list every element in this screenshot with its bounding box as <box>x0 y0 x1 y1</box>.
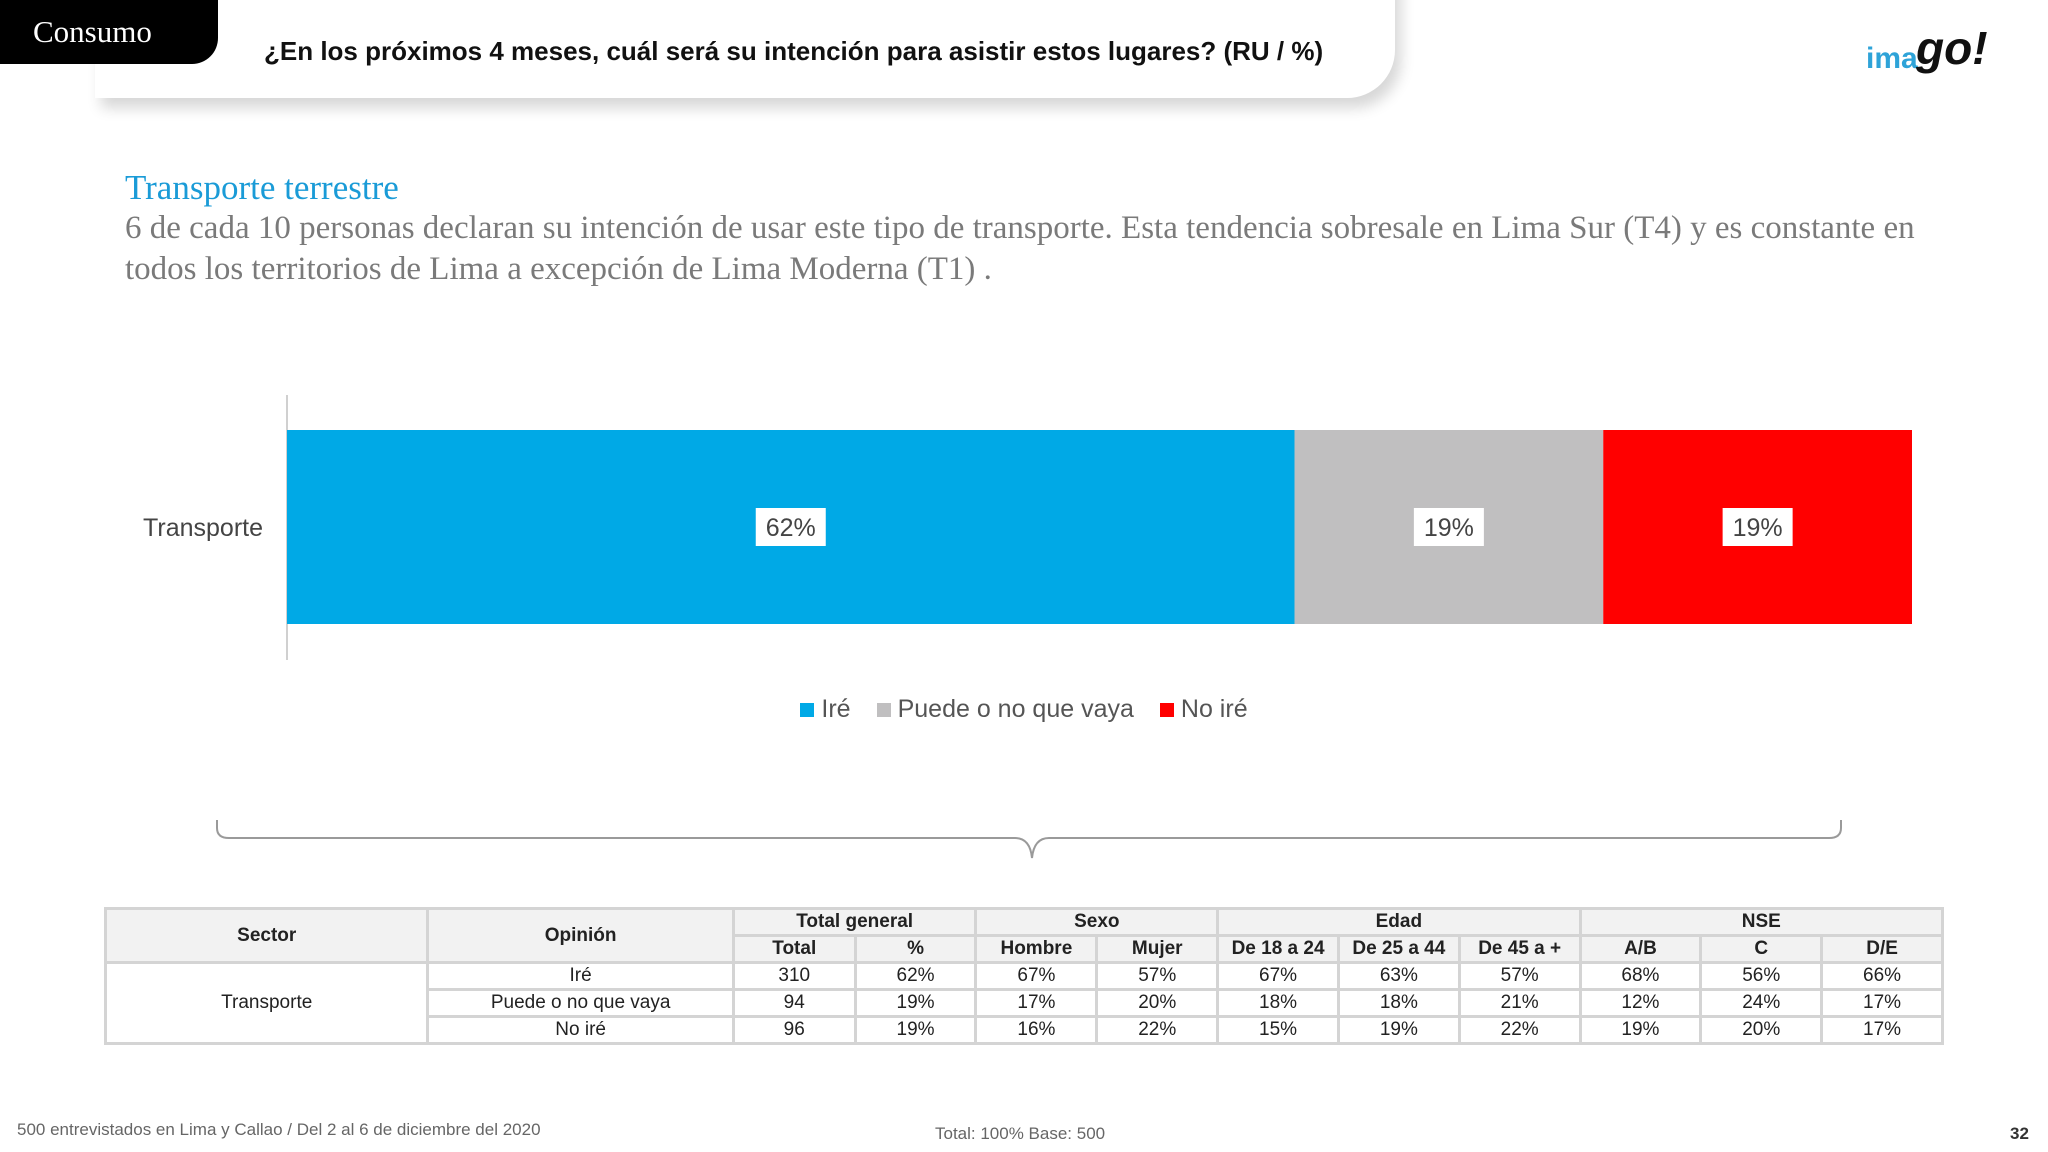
category-label: Transporte <box>143 514 263 542</box>
opinion-cell: Puede o no que vaya <box>428 990 733 1017</box>
legend-label: Iré <box>821 695 851 723</box>
table-cell: 310 <box>733 963 855 990</box>
table-cell: 18% <box>1338 990 1459 1017</box>
table-cell: 67% <box>1218 963 1339 990</box>
header-sector: Sector <box>106 909 428 963</box>
table-cell: 15% <box>1218 1017 1339 1044</box>
logo-text-b: go! <box>1916 22 1988 74</box>
table-cell: 18% <box>1218 990 1339 1017</box>
subheader-total: Total <box>733 936 855 963</box>
logo-text-a: ima <box>1866 42 1918 75</box>
data-label: 19% <box>1732 514 1783 542</box>
subheader-hombre: Hombre <box>976 936 1097 963</box>
opinion-cell: No iré <box>428 1017 733 1044</box>
table-cell: 67% <box>976 963 1097 990</box>
brace-connector <box>215 818 1845 860</box>
table-cell: 24% <box>1701 990 1822 1017</box>
table-cell: 57% <box>1459 963 1580 990</box>
legend-swatch <box>1160 703 1174 717</box>
subheader-mujer: Mujer <box>1097 936 1218 963</box>
table-row <box>106 963 1943 990</box>
slide-subtitle: 6 de cada 10 personas declaran su intención de usar este tipo de transporte. Esta tendencia sobresale en Lima Sur (T4) y es constante en todos los territorios de Lima a excepción de Lima Moderna (T1) . <box>125 210 1915 287</box>
crosstab-table <box>104 907 1944 1045</box>
subheader-18-24: De 18 a 24 <box>1218 936 1339 963</box>
legend-swatch <box>877 703 891 717</box>
table-cell: 94 <box>733 990 855 1017</box>
legend-item <box>1160 695 1248 724</box>
survey-question: ¿En los próximos 4 meses, cuál será su intención para asistir estos lugares? (RU / %) <box>264 36 1324 66</box>
table-cell: 17% <box>976 990 1097 1017</box>
table-cell: 20% <box>1097 990 1218 1017</box>
table-cell: 62% <box>855 963 976 990</box>
legend-label: No iré <box>1180 695 1248 723</box>
data-label: 19% <box>1423 514 1474 542</box>
brand-logo <box>1866 14 2016 84</box>
subheader-de: D/E <box>1822 936 1943 963</box>
table-cell: 21% <box>1459 990 1580 1017</box>
header-sexo: Sexo <box>976 909 1218 936</box>
subheader-ab: A/B <box>1580 936 1701 963</box>
section-label: Consumo <box>33 14 152 49</box>
sector-cell: Transporte <box>106 963 428 1044</box>
page-number: 32 <box>2010 1124 2029 1143</box>
table-cell: 22% <box>1459 1017 1580 1044</box>
footer-sample: 500 entrevistados en Lima y Callao / Del 2 al 6 de diciembre del 2020 <box>17 1120 541 1139</box>
header-edad: Edad <box>1218 909 1580 936</box>
table-cell: 17% <box>1822 1017 1943 1044</box>
chart-legend <box>0 695 2048 724</box>
header-nse: NSE <box>1580 909 1942 936</box>
table-cell: 17% <box>1822 990 1943 1017</box>
table-cell: 20% <box>1701 1017 1822 1044</box>
legend-item <box>800 695 850 724</box>
table-cell: 16% <box>976 1017 1097 1044</box>
table-cell: 19% <box>855 990 976 1017</box>
table-cell: 63% <box>1338 963 1459 990</box>
data-label: 62% <box>765 514 816 542</box>
slide-title: Transporte terrestre <box>125 168 399 207</box>
subheader-25-44: De 25 a 44 <box>1338 936 1459 963</box>
table-cell: 56% <box>1701 963 1822 990</box>
header-total-general: Total general <box>733 909 976 936</box>
subheader-45-plus: De 45 a + <box>1459 936 1580 963</box>
table-cell: 57% <box>1097 963 1218 990</box>
footer-totals: Total: 100% Base: 500 <box>935 1124 1106 1143</box>
table-cell: 19% <box>855 1017 976 1044</box>
legend-label: Puede o no que vaya <box>897 695 1134 723</box>
subheader-percent: % <box>855 936 976 963</box>
subheader-c: C <box>1701 936 1822 963</box>
section-tab <box>0 0 218 64</box>
table-cell: 19% <box>1338 1017 1459 1044</box>
table-cell: 12% <box>1580 990 1701 1017</box>
stacked-bar-chart <box>0 380 2048 680</box>
table-cell: 19% <box>1580 1017 1701 1044</box>
table-cell: 66% <box>1822 963 1943 990</box>
opinion-cell: Iré <box>428 963 733 990</box>
table-cell: 22% <box>1097 1017 1218 1044</box>
legend-item <box>877 695 1134 724</box>
legend-swatch <box>800 703 814 717</box>
table-cell: 68% <box>1580 963 1701 990</box>
header-opinion: Opinión <box>428 909 733 963</box>
table-cell: 96 <box>733 1017 855 1044</box>
